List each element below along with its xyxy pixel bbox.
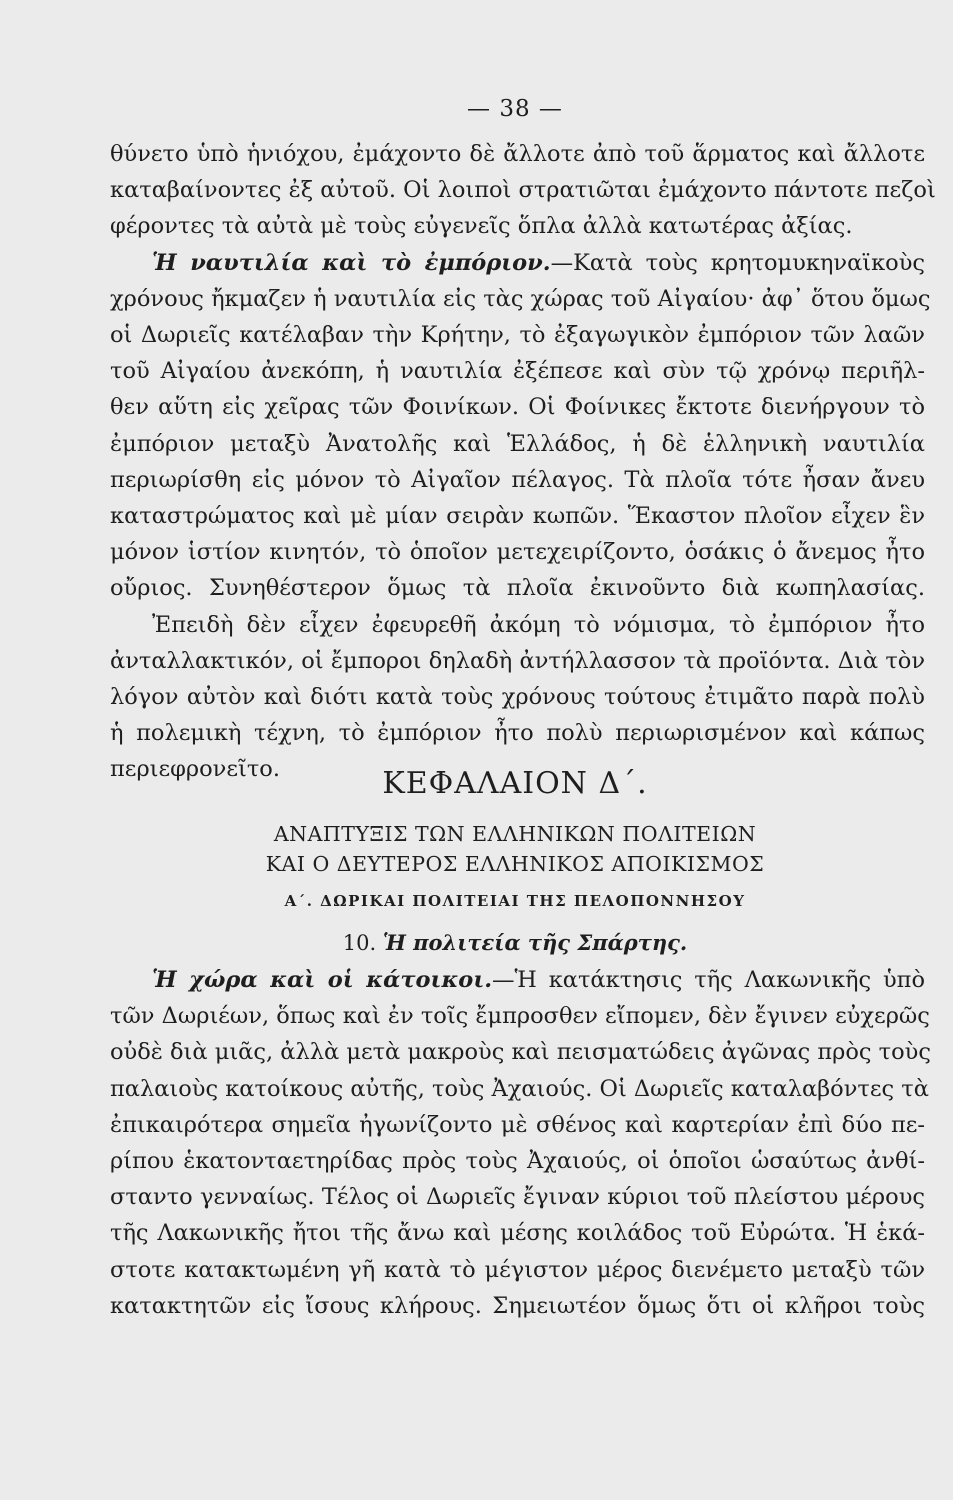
text-line: τοῦ Αἰγαίου ἀνεκόπη, ἡ ναυτιλία ἐξέπεσε καὶ σὺν τῷ χρόνῳ περιῆλ- (110, 358, 925, 385)
subsection-number: 10. (342, 931, 377, 955)
text-fragment: —Ἡ κατάκτησις τῆς Λακωνικῆς ὑπὸ (492, 967, 926, 993)
text-line: οὔριος. Συνηθέστερον ὅμως τὰ πλοῖα ἐκινοῦντο διὰ κωπηλασίας. (110, 575, 925, 602)
text-block-upper (110, 136, 936, 788)
subsection-title (0, 930, 953, 955)
text-line: φέροντες τὰ αὐτὰ μὲ τοὺς εὐγενεῖς ὅπλα ἀλλὰ κατωτέρας ἀξίας. (110, 213, 853, 240)
text-line: περιωρίσθη εἰς μόνον τὸ Αἰγαῖον πέλαγος. Τὰ πλοῖα τότε ἦσαν ἄνευ (110, 466, 925, 493)
text-line: καταβαίνοντες ἐξ αὐτοῦ. Οἱ λοιποὶ στρατιῶται ἐμάχοντο πάντοτε πεζοὶ (110, 177, 936, 204)
text-line: στοτε κατακτωμένη γῆ κατὰ τὸ μέγιστον μέρος διενέμετο μεταξὺ τῶν (110, 1256, 925, 1283)
text-line: κατακτητῶν εἰς ἴσους κλήρους. Σημειωτέον ὅμως ὅτι οἱ κλῆροι τοὺς (110, 1292, 925, 1319)
text-line: μόνον ἱστίον κινητόν, τὸ ὁποῖον μετεχειρίζοντο, ὁσάκις ὁ ἄνεμος ἦτο (110, 539, 925, 566)
text-line: τῶν Δωριέων, ὅπως καὶ ἐν τοῖς ἔμπροσθεν εἴπομεν, δὲν ἔγινεν εὐχερῶς (110, 1003, 930, 1030)
text-line: χρόνους ἤκμαζεν ἡ ναυτιλία εἰς τὰς χώρας τοῦ Αἰγαίου· ἀφ᾽ ὅτου ὅμως (110, 285, 931, 312)
text-line: καταστρώματος καὶ μὲ μίαν σειρὰν κωπῶν. Ἕκαστον πλοῖον εἶχεν ἓν (110, 503, 925, 530)
text-line: θύνετο ὑπὸ ἡνιόχου, ἐμάχοντο δὲ ἄλλοτε ἀπὸ τοῦ ἅρματος καὶ ἄλλοτε (110, 141, 925, 167)
text-fragment: —Κατὰ τοὺς κρητομυκηναϊκοὺς (550, 249, 925, 276)
inline-heading-navigation: Ἡ ναυτιλία καὶ τὸ ἐμπόριον. (152, 249, 551, 276)
inline-heading-land: Ἡ χώρα καὶ οἱ κάτοικοι. (152, 967, 493, 993)
text-line: σταντο γενναίως. Τέλος οἱ Δωριεῖς ἔγιναν κύριοι τοῦ πλείστου μέρους (110, 1184, 925, 1211)
text-line: τῆς Λακωνικῆς ἤτοι τῆς ἄνω καὶ μέσης κοιλάδος τοῦ Εὐρώτα. Ἡ ἑκά- (110, 1220, 925, 1247)
text-line: θεν αὕτη εἰς χεῖρας τῶν Φοινίκων. Οἱ Φοίνικες ἔκτοτε διενήργουν τὸ (110, 394, 925, 421)
chapter-subtitle: ΑΝΑΠΤΥΞΙΣ ΤΩΝ ΕΛΛΗΝΙΚΩΝ ΠΟΛΙΤΕΙΩΝ (273, 822, 757, 846)
text-line: ἀνταλλακτικόν, οἱ ἔμποροι δηλαδὴ ἀντήλλασσον τὰ προϊόντα. Διὰ τὸν (110, 647, 925, 674)
page-number: — 38 — (467, 96, 563, 122)
text-line: ρίπου ἑκατονταετηρίδας πρὸς τοὺς Ἀχαιούς, οἱ ὁποῖοι ὡσαύτως ἀνθί- (110, 1148, 925, 1175)
paragraph-first-line (110, 962, 925, 998)
section-title: Α΄. ΔΩΡΙΚΑΙ ΠΟΛΙΤΕΙΑΙ ΤΗΣ ΠΕΛΟΠΟΝΝΗΣΟΥ (284, 892, 746, 910)
text-line: οὐδὲ διὰ μιᾶς, ἀλλὰ μετὰ μακροὺς καὶ πεισματώδεις ἀγῶνας πρὸς τοὺς (110, 1039, 931, 1066)
text-line: παλαιοὺς κατοίκους αὐτῆς, τοὺς Ἀχαιούς. Οἱ Δωριεῖς καταλαβόντες τὰ (110, 1075, 929, 1102)
text-line: Ἐπειδὴ δὲν εἶχεν ἐφευρεθῆ ἀκόμη τὸ νόμισμα, τὸ ἐμπόριον ἦτο (152, 611, 925, 638)
paragraph-first-line (110, 245, 925, 281)
text-line: οἱ Δωριεῖς κατέλαβαν τὴν Κρήτην, τὸ ἐξαγωγικὸν ἐμπόριον τῶν λαῶν (110, 322, 925, 349)
text-line: περιεφρονεῖτο. (110, 756, 280, 783)
text-block-lower (110, 962, 931, 1324)
chapter-subtitle: ΚΑΙ Ο ΔΕΥΤΕΡΟΣ ΕΛΛΗΝΙΚΟΣ ΑΠΟΙΚΙΣΜΟΣ (265, 852, 765, 876)
text-line: ἡ πολεμικὴ τέχνη, τὸ ἐμπόριον ἦτο πολὺ περιωρισμένον καὶ κάπως (110, 720, 925, 747)
text-line: λόγον αὐτὸν καὶ διότι κατὰ τοὺς χρόνους τούτους ἐτιμᾶτο παρὰ πολὺ (110, 684, 925, 711)
chapter-title: ΚΕΦΑΛΑΙΟΝ Δ΄. (382, 766, 648, 801)
text-line: ἐμπόριον μεταξὺ Ἀνατολῆς καὶ Ἑλλάδος, ἡ δὲ ἑλληνικὴ ναυτιλία (110, 430, 925, 457)
text-line: ἐπικαιρότερα σημεῖα ἠγωνίζοντο μὲ σθένος καὶ καρτερίαν ἐπὶ δύο πε- (110, 1111, 925, 1138)
subsection-name: Ἡ πολιτεία τῆς Σπάρτης. (382, 930, 688, 955)
